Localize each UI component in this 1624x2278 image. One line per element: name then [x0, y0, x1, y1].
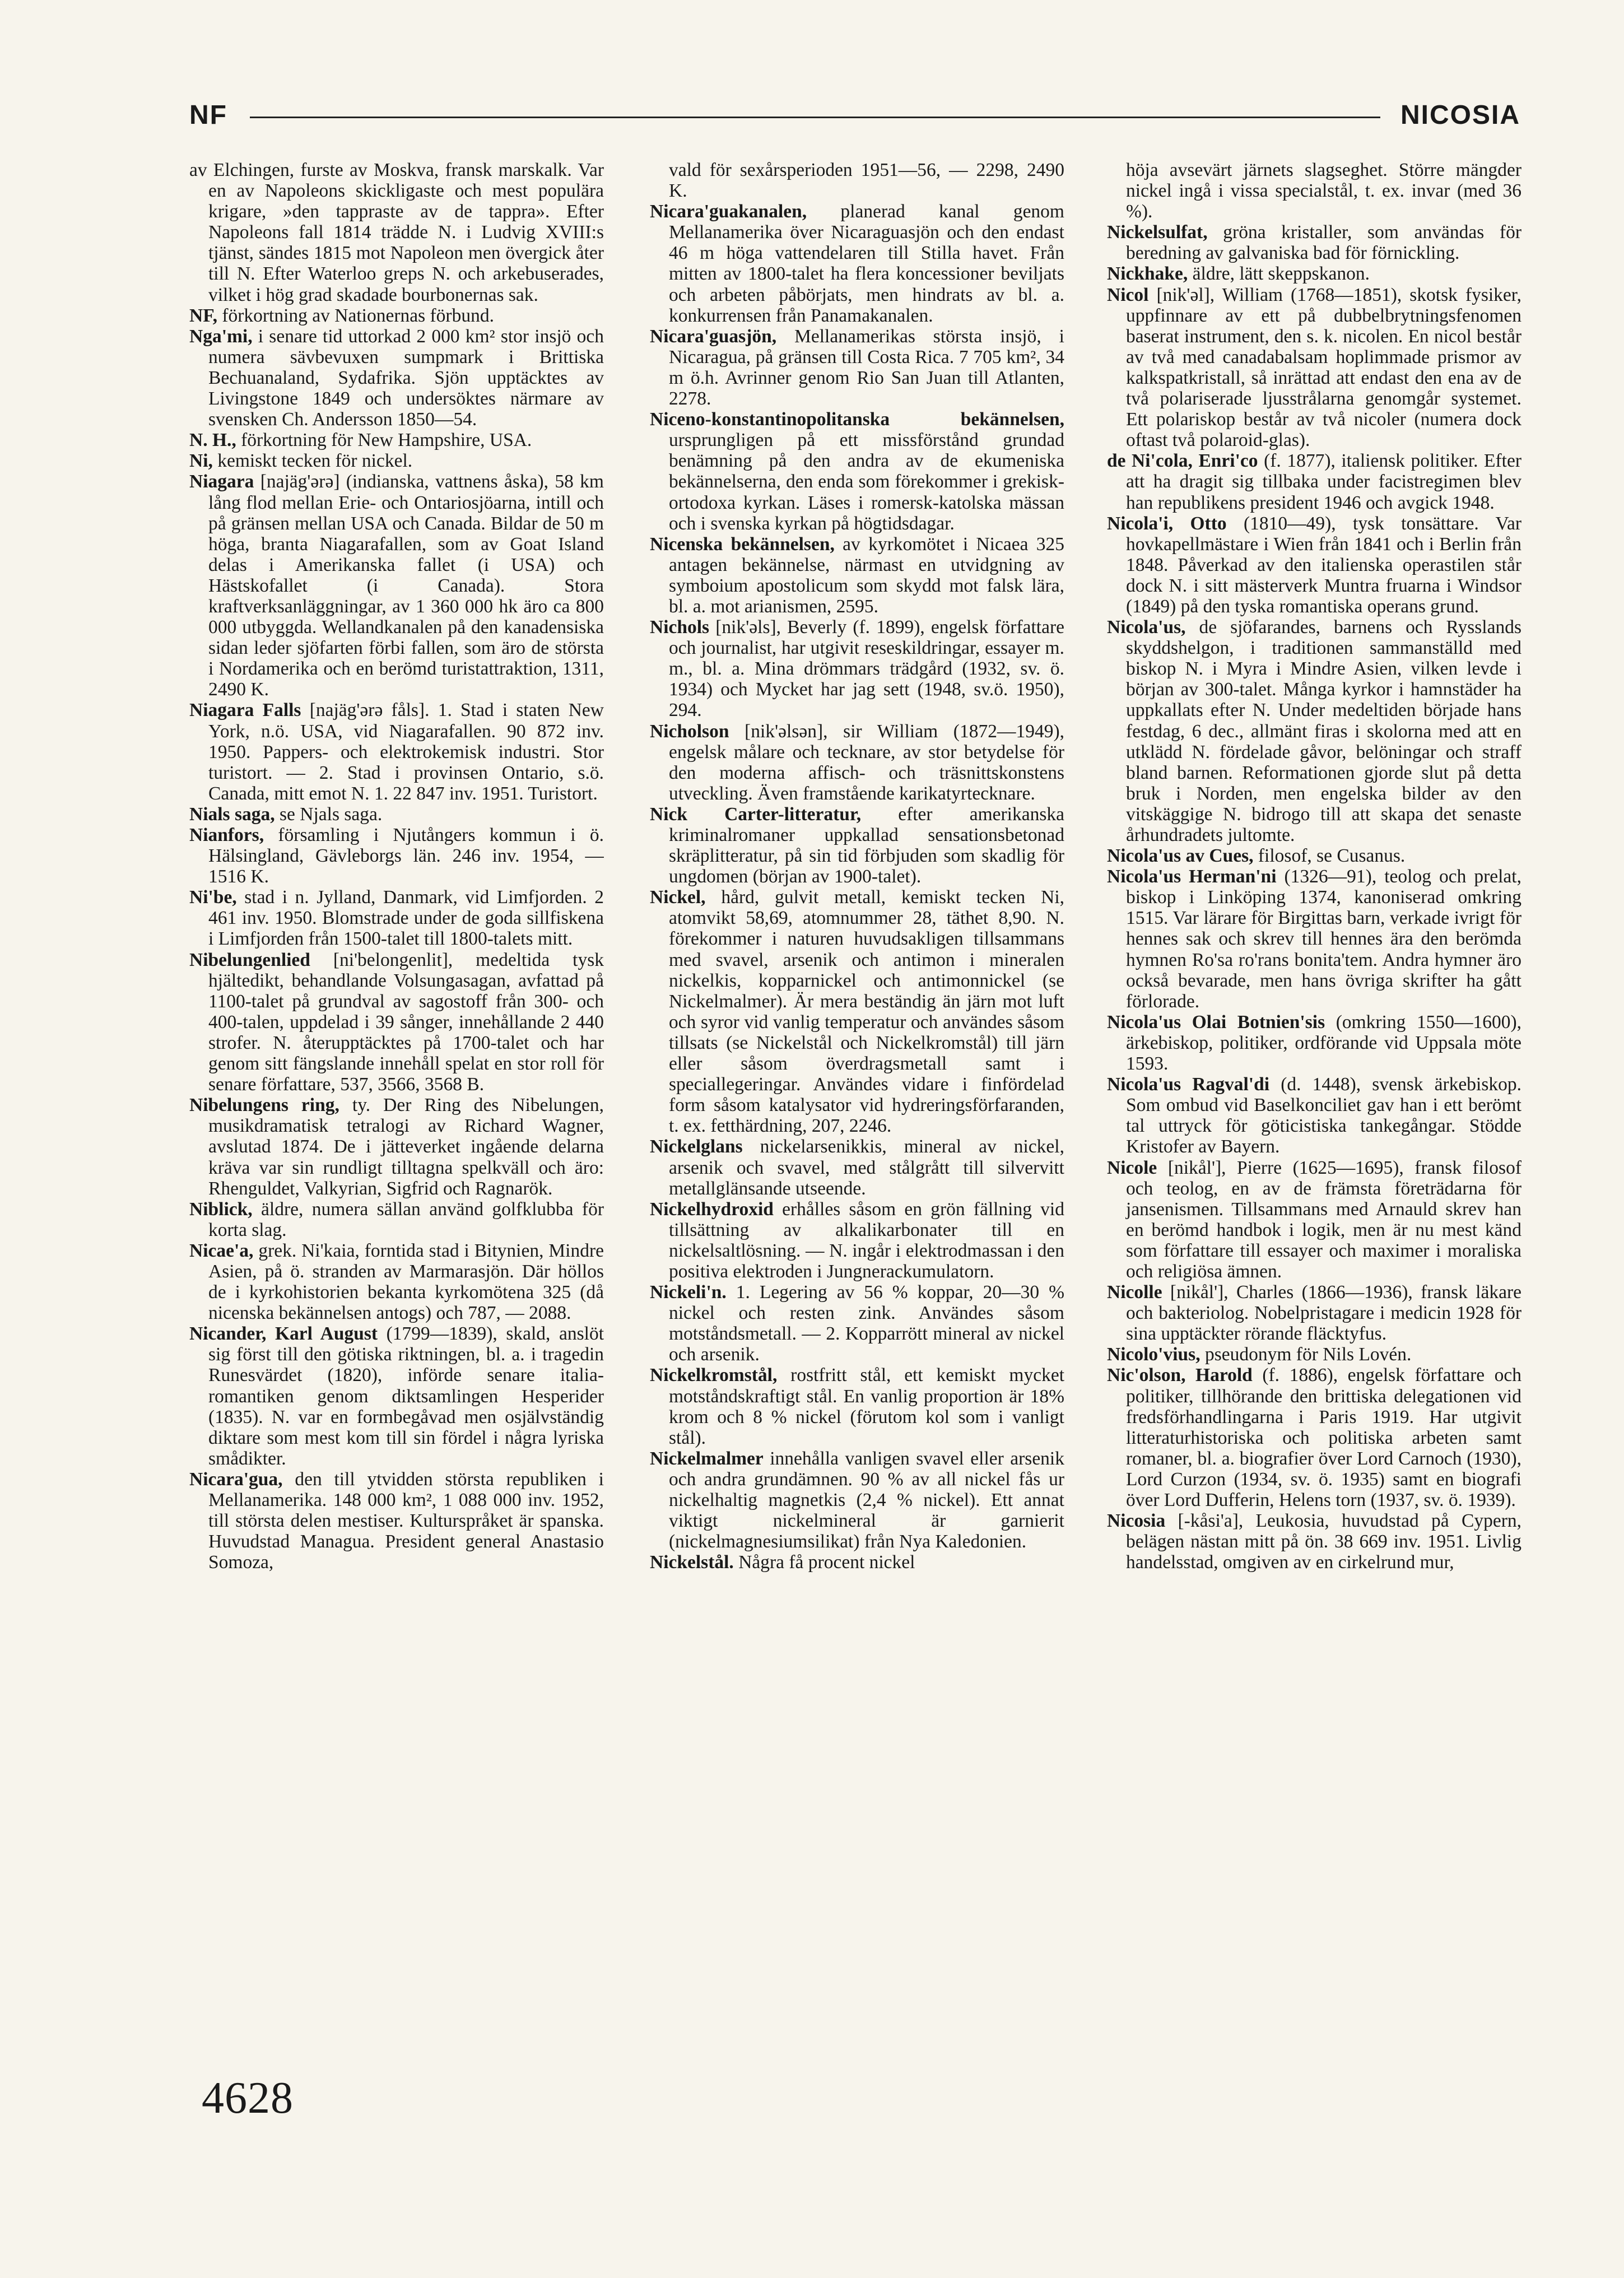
dictionary-entry [189, 1240, 604, 1323]
entry-headword: NF, [189, 305, 217, 326]
dictionary-entry [189, 950, 604, 1095]
entry-headword: Nials saga, [189, 803, 275, 825]
entry-text: [nik'əl], William (1768—1851), skotsk fysiker, uppfinnare av ett på dubbelbrytningsfenomen baserat instrument, den s. k. nicolen. En nicol består av två med canadabalsam hoplimmade prismor av kalkspatkristall, så inrättad att endast den ena av de två polariserade ljusstrålarna genomgår systemet. Ett polariskop består av två nicoler (numera dock oftast två polaroid-glas). [1126, 284, 1521, 451]
entry-headword: Nicol [1107, 284, 1149, 305]
entry-text: [nik'əls], Beverly (f. 1899), engelsk författare och journalist, har utgivit reseskildringar, essayer m. m., bl. a. Mina drömmars trädgård (1932, sv. ö. 1934) och Mycket har jag sett (1948, sv.ö. 1950), 294. [669, 617, 1064, 721]
entry-headword: Nibelungens ring, [189, 1095, 339, 1116]
text-column-3 [1107, 160, 1521, 2037]
entry-text: förkortning av Nationernas förbund. [217, 305, 494, 326]
entry-text: förkortning för New Hampshire, USA. [236, 430, 532, 451]
dictionary-entry [189, 1095, 604, 1198]
entry-text: (1810—49), tysk tonsättare. Var hovkapellmästare i Wien från 1841 och i Berlin från 1848. Påverkad av den italienska operastilen står dock N. i sitt mästerverk Muntra fruarna i Windsor (1849) på den tyska romantiska operans grund. [1126, 513, 1521, 617]
dictionary-entry [189, 305, 604, 326]
entry-text: de sjöfarandes, barnens och Rysslands skyddshelgon, i traditionen sammanställd med biskop N. i Myra i Mindre Asien, vilken levde i början av 300-talet. Många kyrkor i hamnstäder ha uppkallats efter N. Under medeltiden började hans festdag, 6 dec., allmänt firas i skolorna med att en utklädd N. fördelade gåvor, belöningar och straff bland barnen. Reformationen gjorde slut på detta bruk i Norden, men engelska bilder av den vitskäggige N. bidrogo till att skapa det senaste århundradets jultomte. [1126, 617, 1521, 845]
entry-text: stad i n. Jylland, Danmark, vid Limfjorden. 2 461 inv. 1950. Blomstrade under de goda sillfiskena i Limfjorden från 1500-talet till 1800-talets mitt. [208, 887, 604, 950]
entry-text: hård, gulvit metall, kemiskt tecken Ni, atomvikt 58,69, atomnummer 28, täthet 8,90. N. förekommer i naturen huvudsakligen tillsammans med svavel, arsenik och antimon i mineralen nickelkis, kopparnickel och antimonnickel (se Nickelmalmer). Är mera beständig än järn mot luft och syror vid vanlig temperatur och användes såsom tillsats (se Nickelstål och Nickelkromstål) till järn eller såsom överdragsmetall samt i speciallegeringar. Användes vidare i finfördelad form såsom katalysator vid hydreringsförfaranden, t. ex. fetthärdning, 207, 2246. [669, 887, 1064, 1137]
entry-text: i senare tid uttorkad 2 000 km² stor insjö och numera sävbevuxen sumpmark i Brittiska Bechuanaland, Sydafrika. Sjön upptäcktes av Livingstone 1849 och undersöktes närmare av svensken Ch. Andersson 1850—54. [208, 326, 604, 430]
dictionary-entry [650, 326, 1064, 409]
dictionary-entry [650, 617, 1064, 720]
dictionary-entry [1107, 450, 1521, 513]
dictionary-entry [1107, 1157, 1521, 1282]
dictionary-entry [189, 887, 604, 949]
entry-text: kemiskt tecken för nickel. [212, 450, 413, 472]
dictionary-entry [189, 160, 604, 305]
dictionary-entry [650, 1282, 1064, 1365]
entry-headword: Ni'be, [189, 887, 237, 908]
entry-text: [ni'belongenlit], medeltida tysk hjältedikt, behandlande Volsungasagan, avfattad på 1100-talet på grundval av sagostoff från 300- och 400-talen, uppdelad i 39 sånger, innehållande 2 440 strofer. N. återupptäcktes på 1700-talet och har genom sitt fängslande innehåll spelat en stor roll för senare författare, 537, 3566, 3568 B. [208, 949, 604, 1095]
entry-text: rostfritt stål, ett kemiskt mycket motståndskraftigt stål. En vanlig proportion är 18% krom och 8 % nickel (förutom kol som i vanligt stål). [669, 1365, 1064, 1448]
entry-headword: Nicolle [1107, 1282, 1162, 1303]
entry-text: [najäg'ərə] (indianska, vattnens åska), 58 km lång flod mellan Erie- och Ontariosjöarna, intill och på gränsen mellan USA och Canada. Bildar de 50 m höga, branta Niagarafallen, som av Goat Island delas i Amerikanska fallet (i USA) och Hästskofallet (i Canada). Stora kraftverksanläggningar, av 1 360 000 hk äro ca 800 000 utbyggda. Wellandkanalen på den kanadensiska sidan leder sjöfarten förbi fallen, som äro de största i Nordamerika och en berömd turistattraktion, 1311, 2490 K. [208, 471, 604, 700]
entry-headword: Nicenska bekännelsen, [650, 533, 835, 555]
entry-text: [-kåsi'a], Leukosia, huvudstad på Cypern, belägen nästan mitt på ön. 38 669 inv. 1951. Livlig handelsstad, omgiven av en cirkelrund mur, [1126, 1510, 1521, 1573]
dictionary-entry [650, 804, 1064, 887]
dictionary-entry [1107, 263, 1521, 284]
entry-text: 1. Legering av 56 % koppar, 20—30 % nickel och resten zink. Användes såsom motståndsmetall. — 2. Kopparrött mineral av nickel och arsenik. [669, 1282, 1064, 1365]
dictionary-entry [189, 450, 604, 471]
dictionary-entry [189, 825, 604, 887]
dictionary-entry [189, 1323, 604, 1469]
running-header [189, 94, 1520, 139]
entry-headword: Niceno-konstantinopolitanska bekännelsen, [650, 409, 1064, 430]
entry-text: efter amerikanska kriminalromaner uppkallad sensationsbetonad skräplitteratur, på sin tid förbjuden som skadlig för ungdomen (början av 1900-talet). [669, 803, 1064, 887]
dictionary-entry [189, 1199, 604, 1240]
entry-text: [nik'əlsən], sir William (1872—1949), engelsk målare och tecknare, av stor betydelse för den moderna affisch- och träsnittskonstens utveckling. Även framstående karikatyrtecknare. [669, 720, 1064, 804]
entry-headword: Nicola'i, Otto [1107, 513, 1227, 534]
entry-text: grek. Ni'kaia, forntida stad i Bitynien, Mindre Asien, på ö. stranden av Marmarasjön. Där höllos de i kyrkohistorien bekanta kyrkomötena 325 (då nicenska bekännelsen antogs) och 787, — 2088. [208, 1240, 604, 1324]
entry-headword: Nicander, Karl August [189, 1323, 378, 1345]
dictionary-entry [650, 1199, 1064, 1282]
dictionary-entry [650, 1136, 1064, 1198]
dictionary-entry [650, 201, 1064, 326]
entry-headword: de Ni'cola, Enri'co [1107, 450, 1258, 472]
entry-text: Mellanamerikas största insjö, i Nicaragua, på gränsen till Costa Rica. 7 705 km², 34 m ö.h. Avrinner genom Rio San Juan till Atlanten, 2278. [669, 326, 1064, 410]
dictionary-entry [650, 1552, 1064, 1573]
text-column-2 [650, 160, 1064, 2037]
dictionary-entry [1107, 845, 1521, 866]
dictionary-entry [189, 804, 604, 825]
entry-text: församling i Njutångers kommun i ö. Hälsingland, Gävleborgs län. 246 inv. 1954, — 1516 K. [208, 825, 604, 887]
dictionary-entry [1107, 1012, 1521, 1074]
entry-text: innehålla vanligen svavel eller arsenik och andra grundämnen. 90 % av all nickel fås ur nickelhaltig magnetkis (2,4 % nickel). Ett annat viktigt nickelmineral är garnierit (nickelmagnesiumsilikat) från Nya Kaledonien. [669, 1448, 1064, 1552]
dictionary-entry [1107, 160, 1521, 222]
entry-headword: Nickeli'n. [650, 1282, 727, 1303]
entry-headword: Nicola'us, [1107, 617, 1186, 638]
dictionary-entry [1107, 222, 1521, 263]
dictionary-entry [650, 409, 1064, 534]
dictionary-entry [1107, 1344, 1521, 1365]
entry-text: se Njals saga. [274, 803, 383, 825]
dictionary-entry [1107, 1365, 1521, 1510]
dictionary-entry [1107, 1282, 1521, 1344]
entry-text: filosof, se Cusanus. [1253, 845, 1406, 867]
dictionary-entry [650, 1365, 1064, 1448]
entry-headword: Nickelmalmer [650, 1448, 764, 1469]
entry-text: (f. 1877), italiensk politiker. Efter att ha dragit sig tillbaka under facistregimen blev han republikens president 1946 och avgick 1948. [1126, 450, 1521, 513]
entry-text: [nikål'], Charles (1866—1936), fransk läkare och bakteriolog. Nobelpristagare i medicin 1928 för sina upptäckter rörande fläcktyfus. [1126, 1282, 1521, 1345]
dictionary-entry [1107, 866, 1521, 1012]
entry-headword: Ni, [189, 450, 213, 472]
dictionary-entry [189, 1469, 604, 1573]
entry-headword: Niagara [189, 471, 254, 492]
entry-text: äldre, numera sällan använd golfklubba för korta slag. [208, 1198, 604, 1240]
entry-text: höja avsevärt järnets slagseghet. Större mängder nickel ingå i vissa specialstål, t. ex. invar (med 36 %). [1126, 160, 1521, 222]
dictionary-entry [1107, 617, 1521, 845]
dictionary-entry [650, 160, 1064, 201]
text-column-1 [189, 160, 604, 2037]
entry-text: (omkring 1550—1600), ärkebiskop, politiker, ordförande vid Uppsala möte 1593. [1126, 1011, 1521, 1075]
entry-text: pseudonym för Nils Lovén. [1200, 1344, 1412, 1365]
entry-text: Några få procent nickel [733, 1552, 915, 1573]
entry-headword: Nicola'us Ragval'di [1107, 1074, 1270, 1095]
entry-headword: Nickelkromstål, [650, 1365, 778, 1386]
entry-text: nickelarsenikkis, mineral av nickel, arsenik och svavel, med stålgrått till silvervitt metallglänsande utseende. [669, 1136, 1064, 1199]
dictionary-entry [189, 430, 604, 450]
entry-headword: Nickelstål. [650, 1552, 734, 1573]
header-left-guideword: NF [189, 100, 227, 130]
entry-headword: Nickelhydroxid [650, 1198, 774, 1220]
dictionary-entry [650, 887, 1064, 1136]
entry-headword: Nicae'a, [189, 1240, 254, 1261]
dictionary-entry [189, 700, 604, 803]
entry-text: av kyrkomötet i Nicaea 325 antagen bekännelse, närmast en utvidgning av symboium apostolicum som skydd mot falsk lära, bl. a. mot arianismen, 2595. [669, 533, 1064, 617]
entry-headword: Nickelsulfat, [1107, 222, 1208, 243]
entry-text: (d. 1448), svensk ärkebiskop. Som ombud vid Baselkonciliet gav han i ett berömt tal uttryck för göticistiska tankegångar. Stödde Kristofer av Bayern. [1126, 1074, 1521, 1157]
dictionary-entry [189, 326, 604, 430]
dictionary-entry [650, 534, 1064, 617]
entry-headword: Nicara'gua, [189, 1468, 283, 1490]
entry-text: av Elchingen, furste av Moskva, fransk marskalk. Var en av Napoleons skickligaste och mest populära krigare, »den tappraste av de tappra». Efter Napoleons fall 1814 trädde N. i Ludvig XVIII:s tjänst, sändes 1815 mot Napoleon men övergick åter till N. Efter Waterloo greps N. och arkebuserades, vilket i hög grad skadade bourbonernas sak. [189, 160, 604, 305]
entry-headword: Nicola'us Herman'ni [1107, 866, 1277, 887]
entry-headword: Nianfors, [189, 825, 264, 845]
entry-headword: Nicholson [650, 720, 729, 742]
entry-text: planerad kanal genom Mellanamerika över Nicaraguasjön och den endast 46 m höga vattendelaren till Stilla havet. Från mitten av 1800-talet ha flera koncessioner beviljats och arbeten påbörjats, men hindrats av bl. a. konkurrensen från Panamakanalen. [669, 201, 1064, 326]
entry-text: äldre, lätt skeppskanon. [1188, 263, 1370, 285]
entry-headword: Nickelglans [650, 1136, 743, 1157]
entry-headword: N. H., [189, 430, 236, 451]
entry-headword: Nicosia [1107, 1510, 1166, 1532]
dictionary-entry [650, 721, 1064, 804]
dictionary-entry [1107, 1510, 1521, 1573]
entry-text: ty. Der Ring des Nibelungen, musikdramatisk tetralogi av Richard Wagner, avslutad 1874. De i jätteverket ingående delarna kräva var sin rundligt tilltagna spelkväll och äro: Rhenguldet, Valkyrian, Sigfrid och Ragnarök. [208, 1095, 604, 1199]
entry-headword: Nicara'guasjön, [650, 326, 777, 347]
entry-headword: Nichols [650, 617, 710, 638]
entry-headword: Nicola'us Olai Botnien'sis [1107, 1011, 1325, 1033]
entry-headword: Nicola'us av Cues, [1107, 845, 1254, 867]
entry-headword: Nga'mi, [189, 326, 253, 347]
entry-headword: Nick Carter-litteratur, [650, 803, 862, 825]
dictionary-entry [650, 1448, 1064, 1552]
entry-text: (1799—1839), skald, anslöt sig först till den götiska riktningen, bl. a. i tragedin Runesvärdet (1820), införde senare italia-romantiken genom diktsamlingen Hesperider (1835). N. var en formbegåvad men osjälvständig diktare som mest kom till sin fördel i några lyriska smådikter. [208, 1323, 604, 1469]
page-number: 4628 [202, 2074, 294, 2123]
entry-text: (f. 1886), engelsk författare och politiker, tillhörande den brittiska delegationen vid fredsförhandlingarna i Paris 1919. Har utgivit litteraturhistoriska och politiska arbeten samt romaner, bl. a. biografier över Lord Carnoch (1930), Lord Curzon (1934, sv. ö. 1935) samt en biografi över Lord Dufferin, Helens torn (1937, sv. ö. 1939). [1126, 1365, 1521, 1510]
entry-text: gröna kristaller, som användas för beredning av galvaniska bad för förnickling. [1126, 222, 1521, 264]
entry-text: vald för sexårsperioden 1951—56, — 2298, 2490 K. [669, 160, 1064, 202]
entry-text: ursprungligen på ett missförstånd grundad benämning på den andra av de ekumeniska bekännelserna, den enda som förekommer i grekisk-ortodoxa kyrkan. Läses i romersk-katolska mässan och i svenska kyrkan på högtidsdagar. [669, 430, 1064, 534]
entry-headword: Nibelungenlied [189, 949, 310, 970]
header-right-guideword: NICOSIA [1400, 100, 1520, 130]
entry-text: den till ytvidden största republiken i Mellanamerika. 148 000 km², 1 088 000 inv. 1952, till största delen mestiser. Kulturspråket är spanska. Huvudstad Managua. President general Anastasio Somoza, [208, 1468, 604, 1573]
dictionary-entry [189, 471, 604, 700]
entry-headword: Niblick, [189, 1198, 253, 1220]
entry-headword: Nicara'guakanalen, [650, 201, 807, 222]
dictionary-entry [1107, 513, 1521, 617]
dictionary-entry [1107, 1074, 1521, 1157]
entry-text: [najäg'ərə fåls]. 1. Stad i staten New York, n.ö. USA, vid Niagarafallen. 90 872 inv. 1950. Pappers- och elektrokemisk industri. Stor turistort. — 2. Stad i provinsen Ontario, s.ö. Canada, mitt emot N. 1. 22 847 inv. 1951. Turistort. [208, 700, 604, 804]
entry-headword: Nic'olson, Harold [1107, 1365, 1253, 1386]
entry-headword: Niagara Falls [189, 700, 301, 721]
entry-text: [nikål'], Pierre (1625—1695), fransk filosof och teolog, en av de främsta företrädarna för jansenismen. Tillsammans med Arnauld skrev han en berömd handbok i logik, men är nu mest känd som författare till essayer och maximer i moraliska och religiösa ämnen. [1126, 1157, 1521, 1282]
header-rule [250, 117, 1380, 118]
entry-text: erhålles såsom en grön fällning vid tillsättning av alkalikarbonater till en nickelsaltlösning. — N. ingår i elektrodmassan i den positiva elektroden i Jungnerackumulatorn. [669, 1198, 1064, 1282]
dictionary-entry [1107, 285, 1521, 451]
entry-headword: Nicolo'vius, [1107, 1344, 1200, 1365]
entry-headword: Nicole [1107, 1157, 1157, 1178]
entry-headword: Nickhake, [1107, 263, 1188, 285]
entry-text: (1326—91), teolog och prelat, biskop i Linköping 1374, kanoniserad omkring 1515. Var lärare för Birgittas barn, verkade ivrigt för hennes sak och skrev till hennes ära den berömda hymnen Ro'sa ro'rans bonita'tem. Andra hymner äro också bevarade, men hans övriga skrifter ha gått förlorade. [1126, 866, 1521, 1012]
entry-headword: Nickel, [650, 887, 706, 908]
